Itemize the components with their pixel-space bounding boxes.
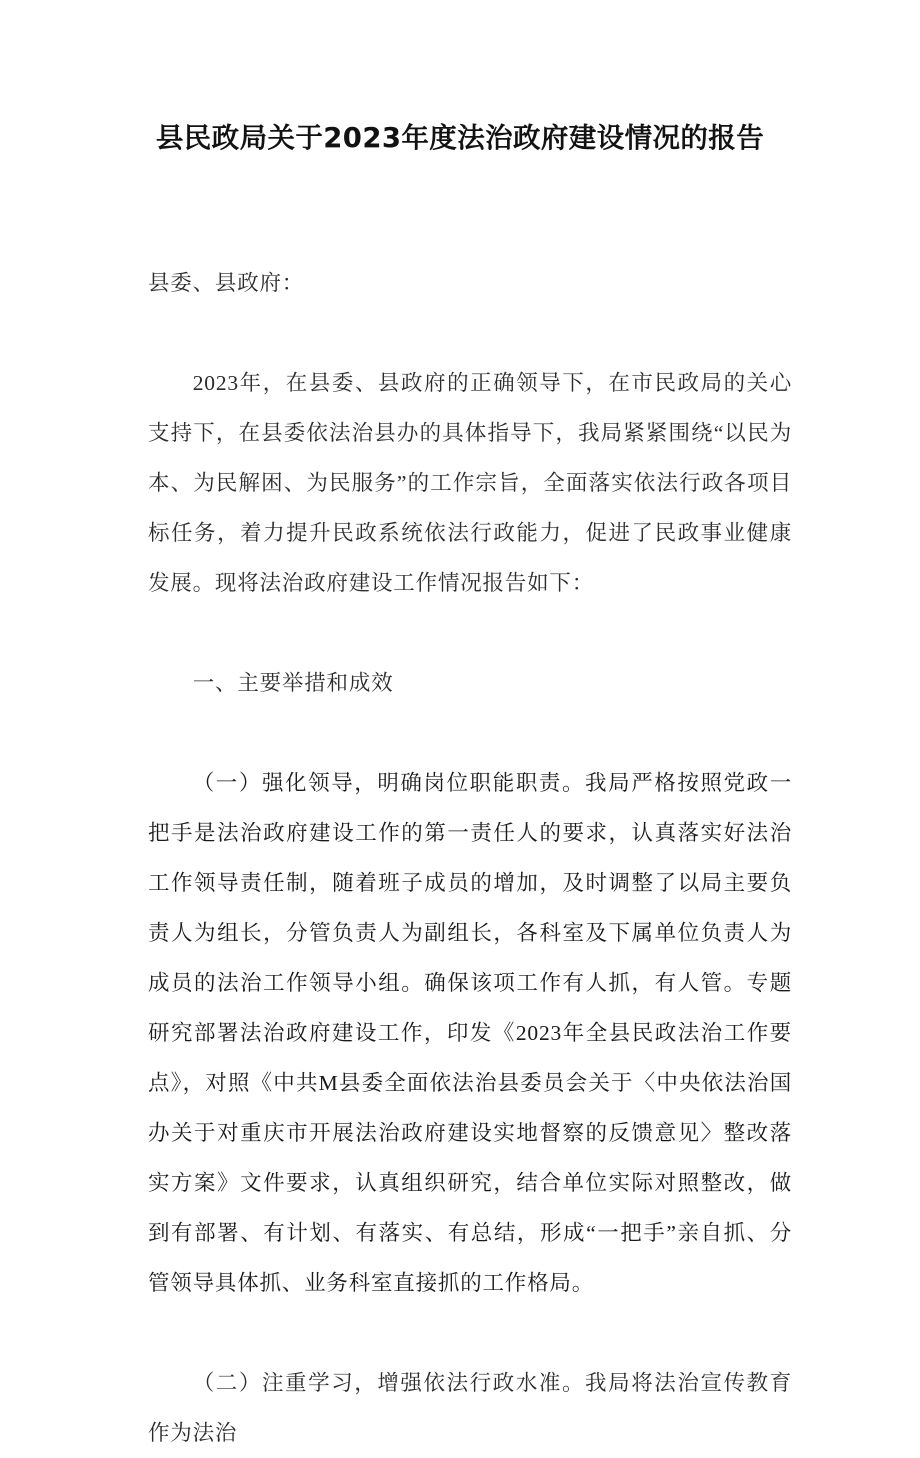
paragraph-spacer <box>148 1308 792 1358</box>
paragraph-intro: 2023年，在县委、县政府的正确领导下，在市民政局的关心支持下，在县委依法治县办的具体指导下，我局紧紧围绕“以民为本、为民解困、为民服务”的工作宗旨，全面落实依法行政各项目标任务，着力提升民政系统依法行政能力，促进了民政事业健康发展。现将法治政府建设工作情况报告如下： <box>148 371 792 595</box>
section-heading-1: 一、主要举措和成效 <box>192 671 394 695</box>
paragraph-item-2: （二）注重学习，增强依法行政水准。我局将法治宣传教育作为法治 <box>148 1371 792 1445</box>
paragraph-item-1: （一）强化领导，明确岗位职能职责。我局严格按照党政一把手是法治政府建设工作的第一责任人的要求，认真落实好法治工作领导责任制，随着班子成员的增加，及时调整了以局主要负责人为组长，分管负责人为副组长，各科室及下属单位负责人为成员的法治工作领导小组。确保该项工作有人抓，有人管。专题研究部署法治政府建设工作，印发《2023年全县民政法治工作要点》，对照《中共M县委全面依法治县委员会关于〈中央依法治国办关于对重庆市开展法治政府建设实地督察的反馈意见〉整改落实方案》文件要求，认真组织研究，结合单位实际对照整改，做到有部署、有计划、有落实、有总结，形成“一把手”亲自抓、分管领导具体抓、业务科室直接抓的工作格局。 <box>148 771 792 1295</box>
paragraph-spacer <box>148 308 792 358</box>
paragraph-spacer <box>148 708 792 758</box>
paragraph-spacer <box>148 608 792 658</box>
document-body <box>148 258 792 1458</box>
salutation: 县委、县政府： <box>148 271 305 295</box>
document-title: 县民政局关于2023年度法治政府建设情况的报告 <box>155 122 765 154</box>
